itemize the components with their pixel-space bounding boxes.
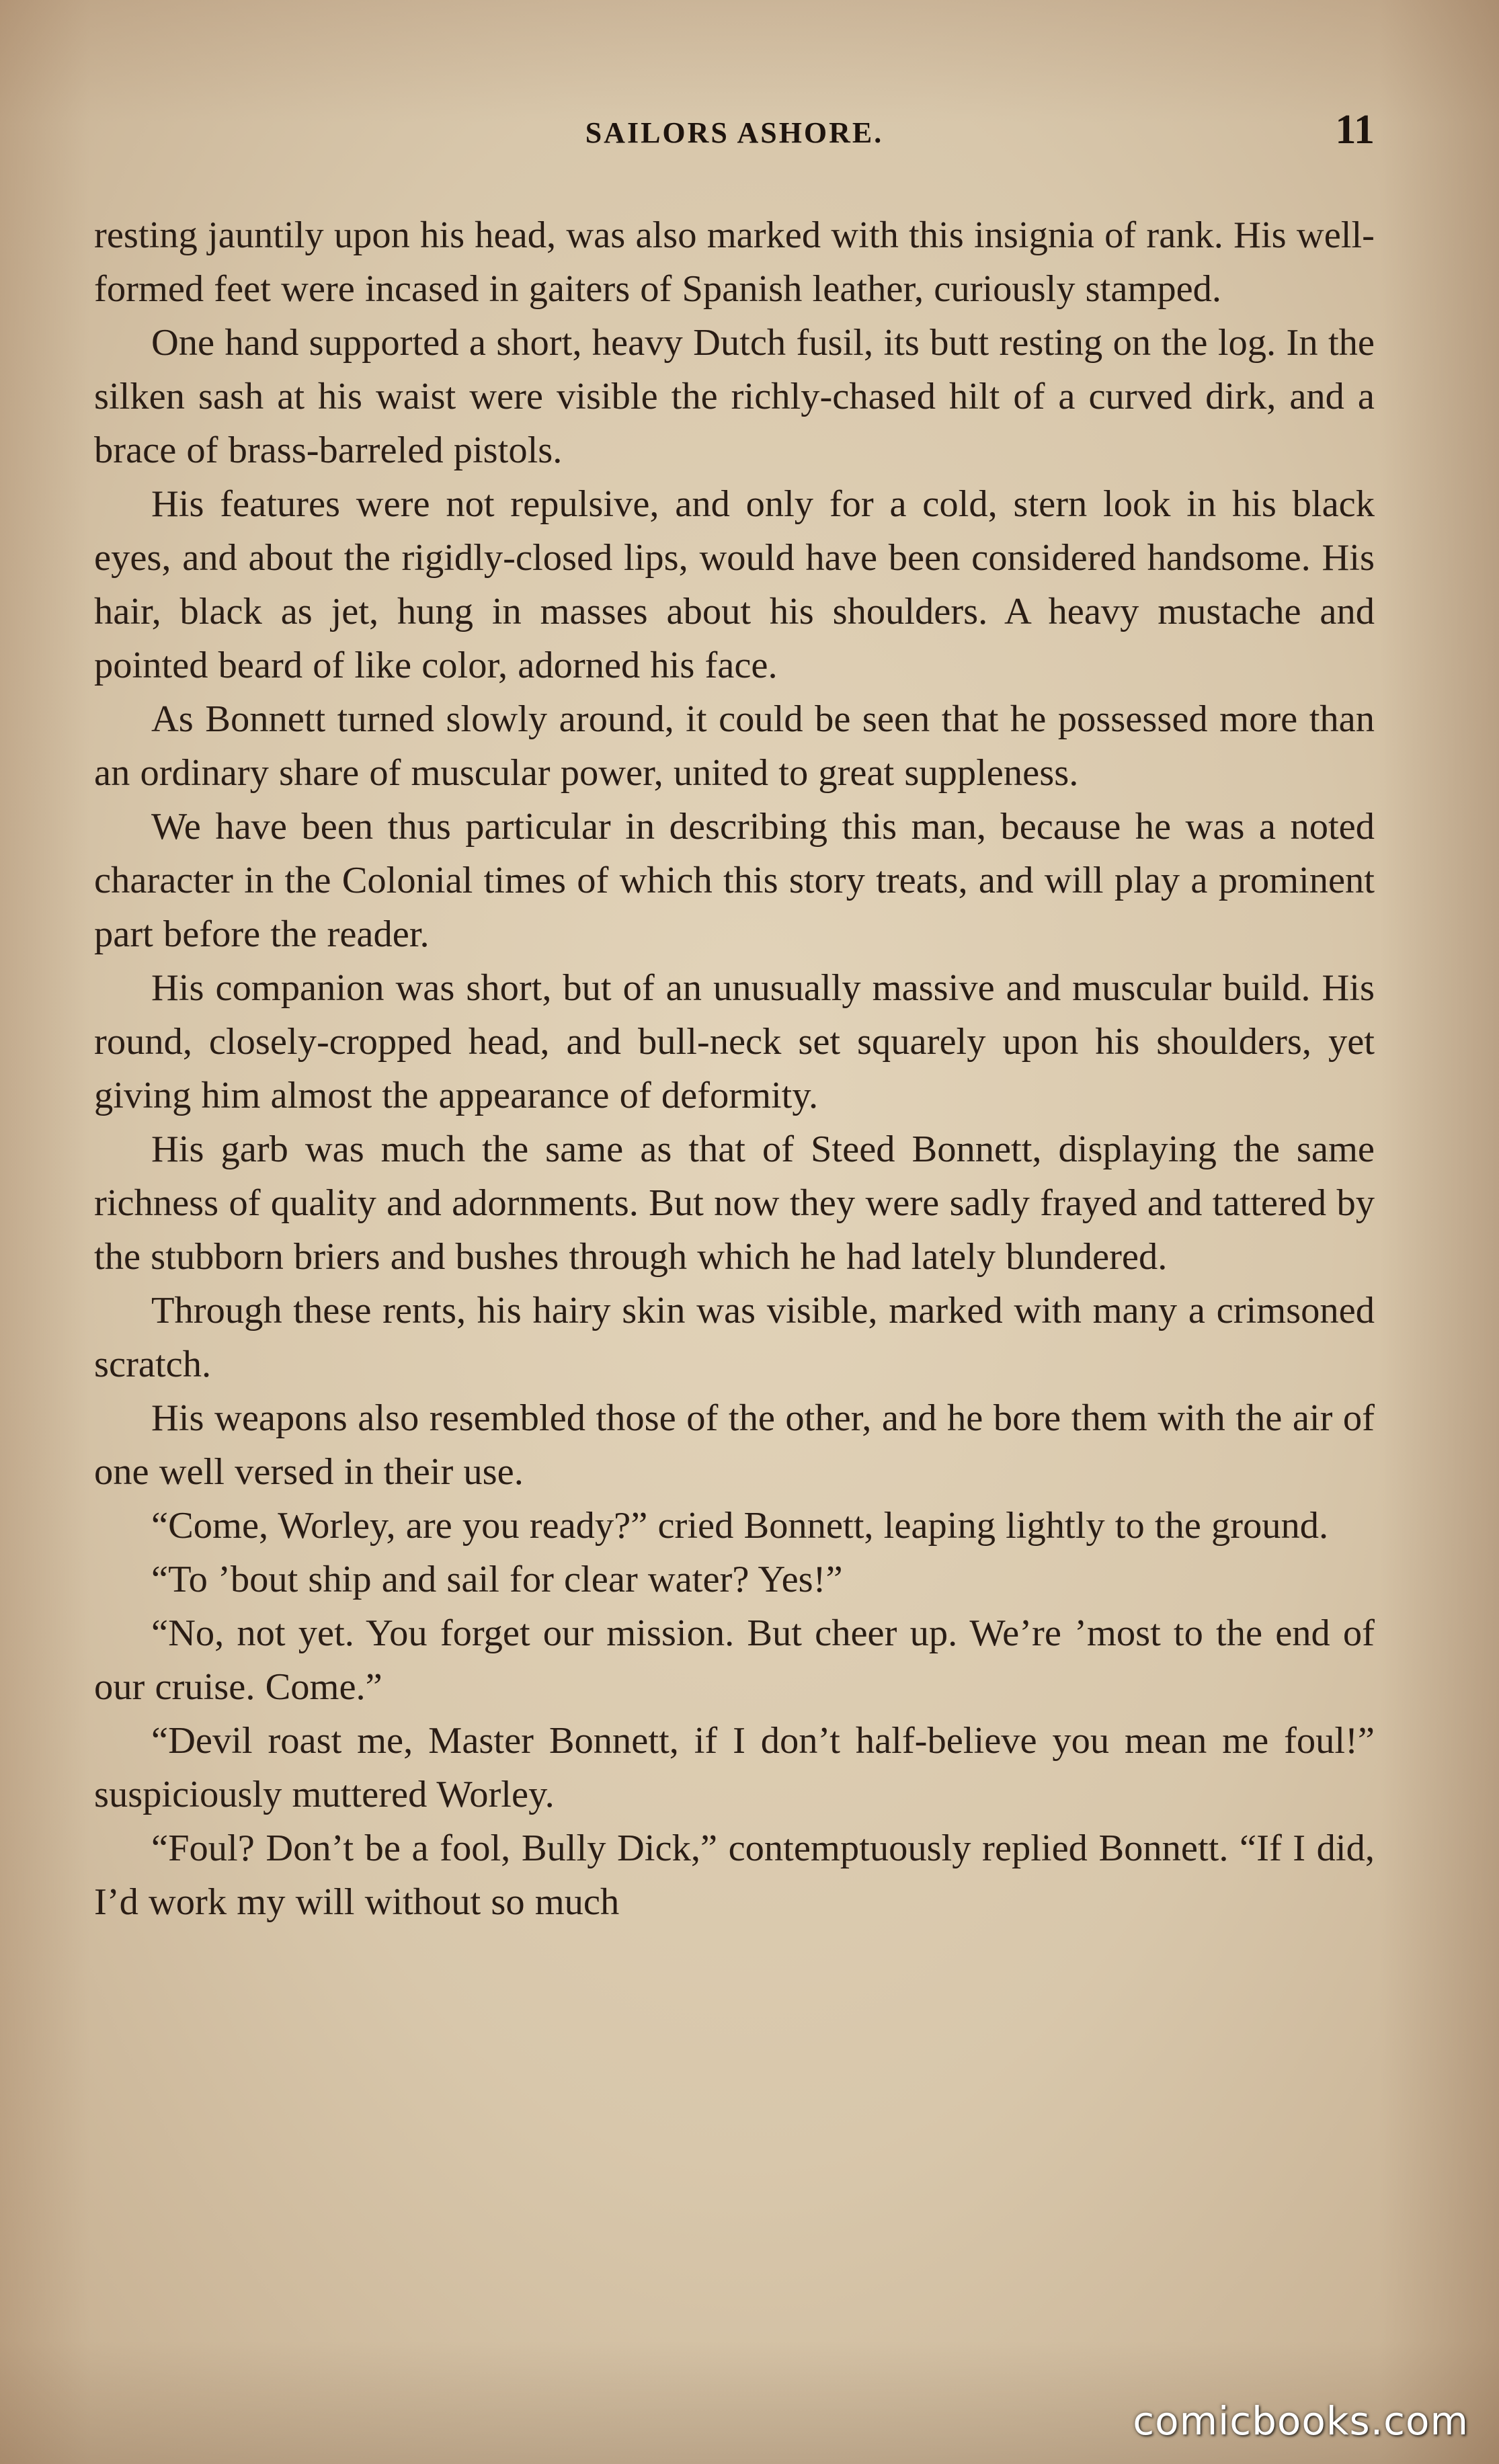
running-title: SAILORS ASHORE.	[585, 116, 884, 149]
body-text	[94, 208, 1375, 1929]
paragraph: “Foul? Don’t be a fool, Bully Dick,” contemptuously replied Bonnett. “If I did, I’d work my will without so much	[94, 1828, 1375, 1923]
paragraph: “No, not yet. You forget our mission. But cheer up. We’re ’most to the end of our cruise. Come.”	[94, 1612, 1375, 1708]
paragraph: We have been thus particular in describing this man, because he was a noted character in the Colonial times of which this story treats, and will play a prominent part before the reader.	[94, 806, 1375, 955]
paragraph: His weapons also resembled those of the other, and he bore them with the air of one well versed in their use.	[94, 1397, 1375, 1493]
page-header	[94, 101, 1375, 175]
paragraph: His garb was much the same as that of Steed Bonnett, displaying the same richness of quality and adornments. But now they were sadly frayed and tattered by the stubborn briers and bushes through which he had lately blundered.	[94, 1128, 1375, 1278]
paragraph: His companion was short, but of an unusually massive and muscular build. His round, closely-cropped head, and bull-neck set squarely upon his shoulders, yet giving him almost the appearance of deformity.	[94, 967, 1375, 1116]
watermark: comicbooks.com	[1133, 2398, 1469, 2444]
paragraph: As Bonnett turned slowly around, it could be seen that he possessed more than an ordinary share of muscular power, united to great suppleness.	[94, 698, 1375, 794]
paragraph: One hand supported a short, heavy Dutch fusil, its butt resting on the log. In the silken sash at his waist were visible the richly-chased hilt of a curved dirk, and a brace of brass-barreled pistols.	[94, 322, 1375, 471]
paragraph: “Come, Worley, are you ready?” cried Bonnett, leaping lightly to the ground.	[151, 1505, 1329, 1547]
paragraph: “Devil roast me, Master Bonnett, if I don’t half-believe you mean me foul!” suspiciously muttered Worley.	[94, 1720, 1375, 1815]
paragraph: resting jauntily upon his head, was also marked with this insignia of rank. His well-formed feet were incased in gaiters of Spanish leather, curiously stamped.	[94, 214, 1375, 310]
page-number: 11	[1335, 107, 1375, 153]
paragraph: “To ’bout ship and sail for clear water? Yes!”	[151, 1559, 843, 1600]
paragraph: His features were not repulsive, and only for a cold, stern look in his black eyes, and about the rigidly-closed lips, would have been considered handsome. His hair, black as jet, hung in masses about his shoulders. A heavy mustache and pointed beard of like color, adorned his face.	[94, 483, 1375, 686]
paragraph: Through these rents, his hairy skin was visible, marked with many a crimsoned scratch.	[94, 1290, 1375, 1385]
